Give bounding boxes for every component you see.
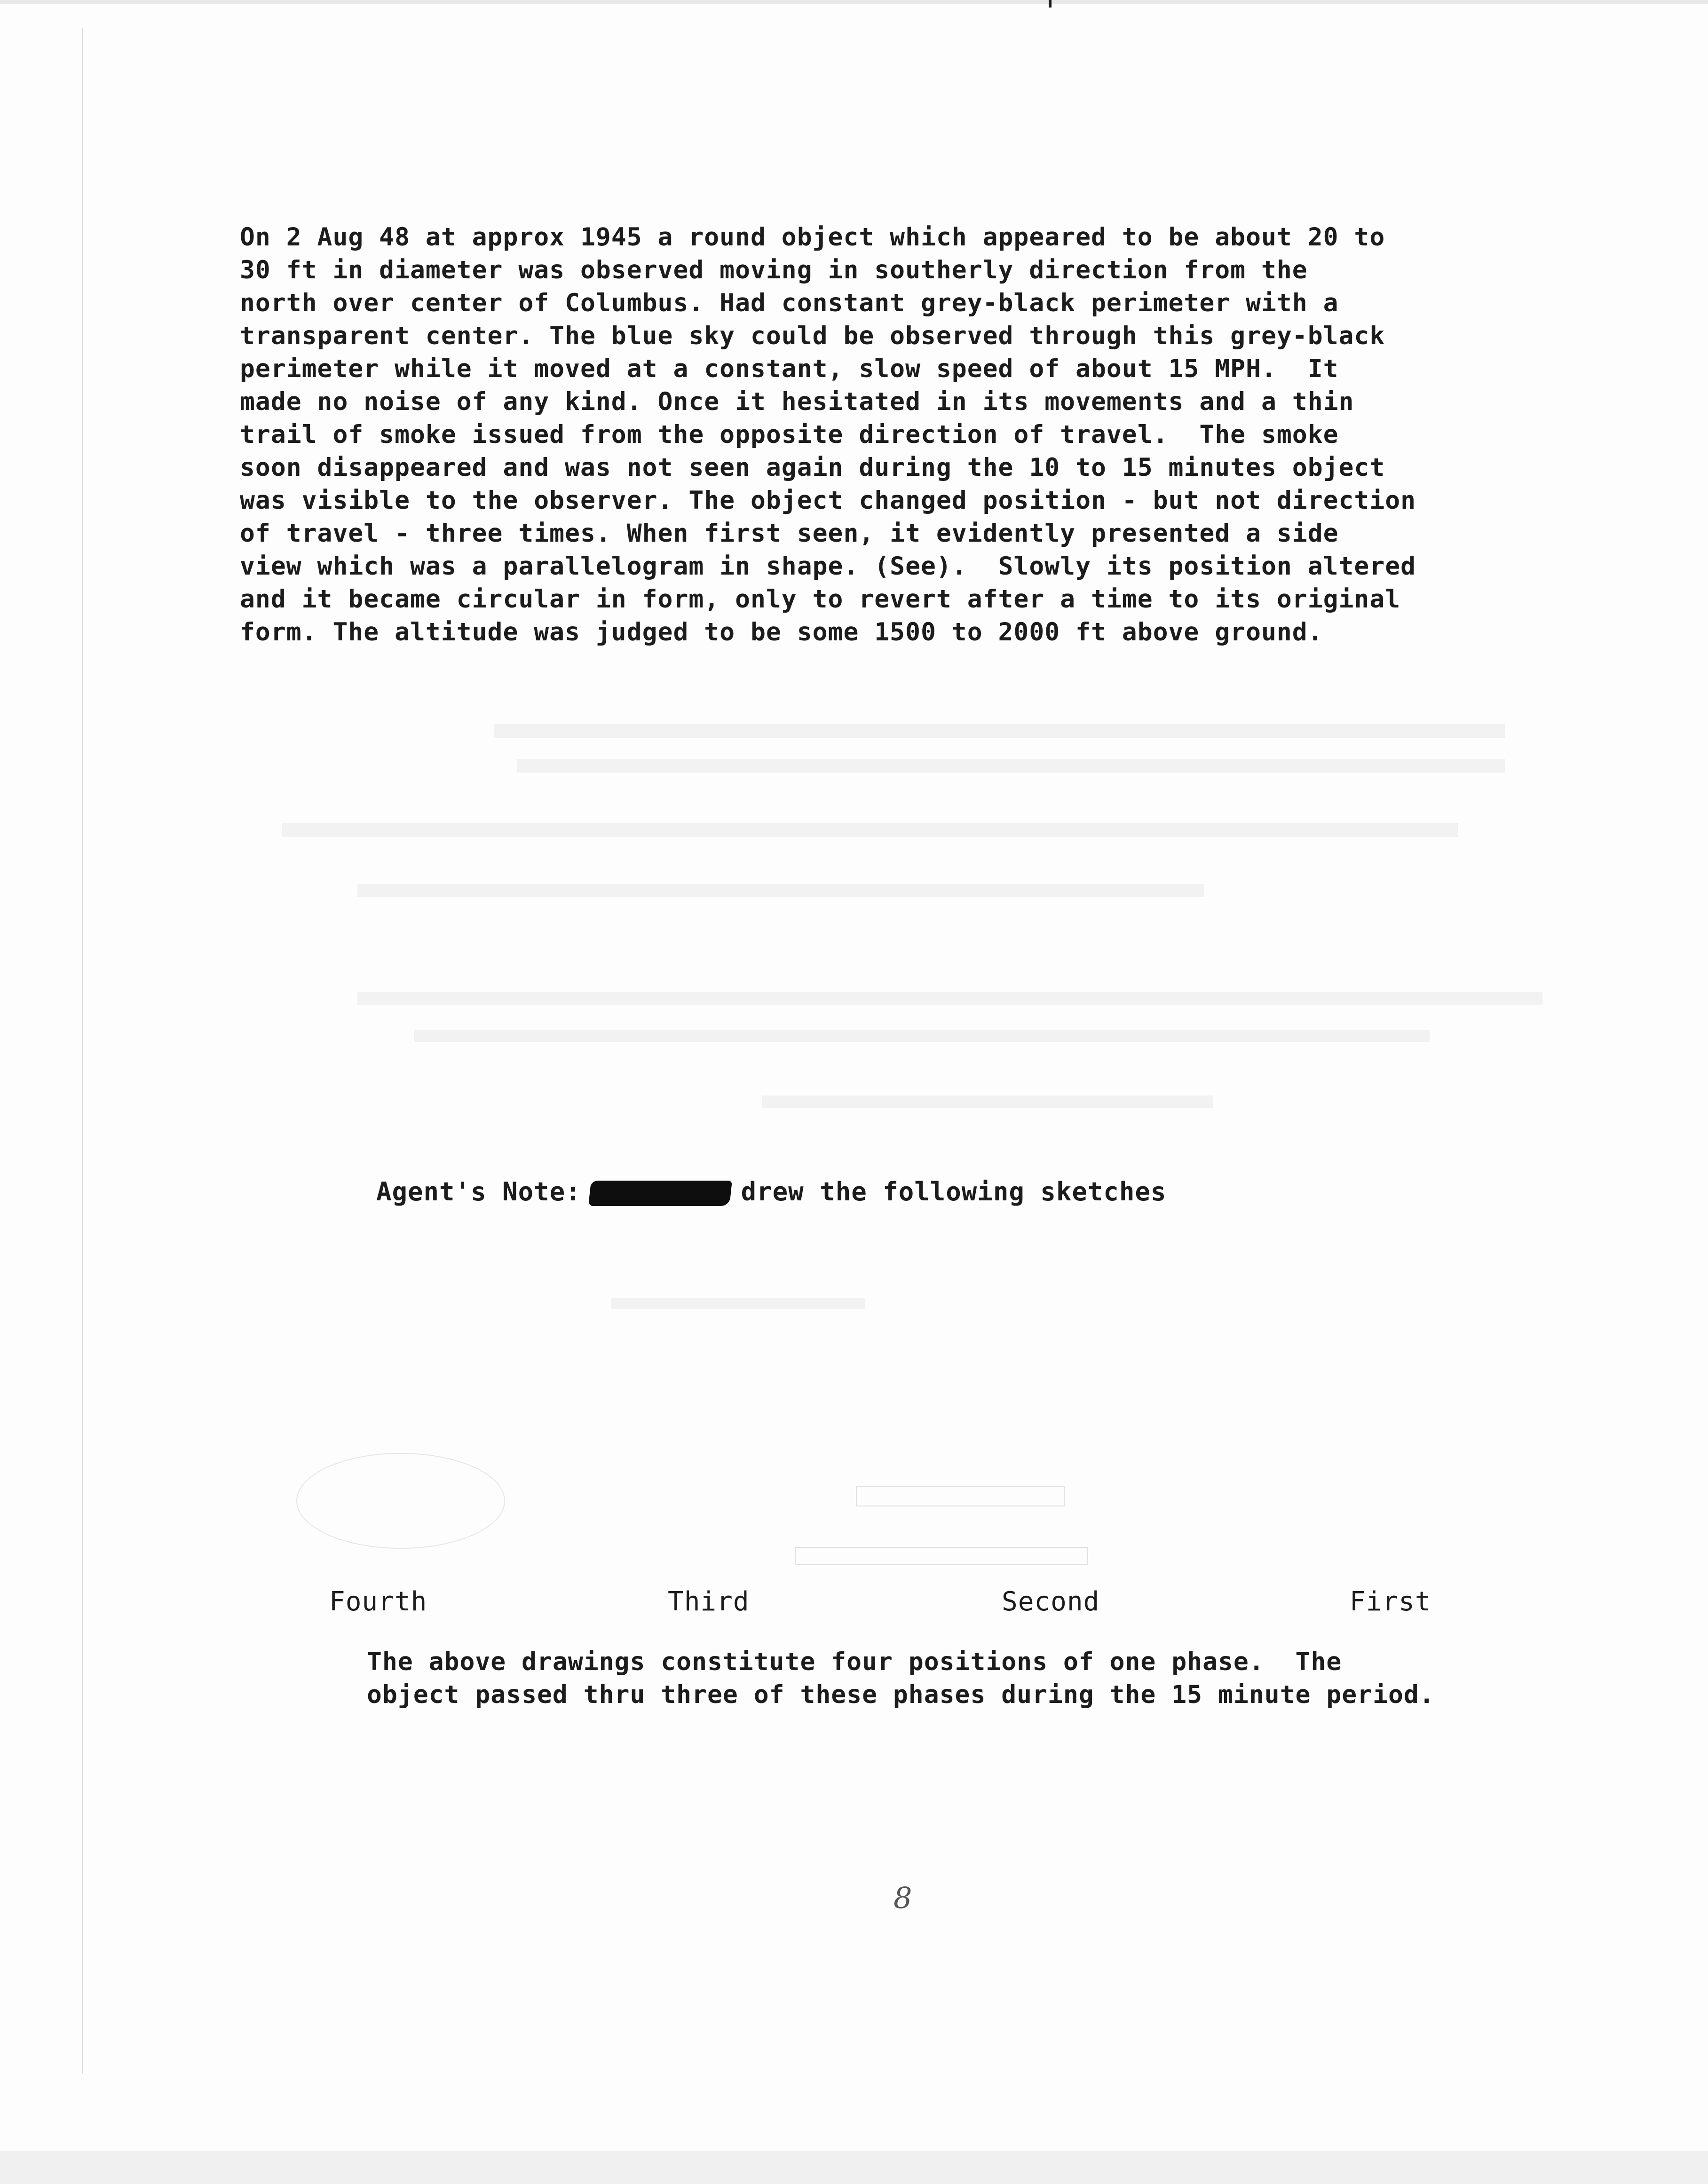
bleed-through-mark [357, 992, 1542, 1005]
report-line: perimeter while it moved at a constant, slow speed of about 15 MPH. It [240, 355, 1339, 383]
report-body [240, 221, 1552, 649]
agent-note [376, 1175, 1166, 1208]
sketch-caption [367, 1646, 1589, 1711]
sketch-label-third: Third [668, 1586, 750, 1617]
report-line: soon disappeared and was not seen again during the 10 to 15 minutes object [240, 453, 1385, 482]
sketch-second [856, 1486, 1065, 1506]
agent-note-label: Agent's Note: [376, 1177, 581, 1206]
report-line: made no noise of any kind. Once it hesitated in its movements and a thin [240, 387, 1354, 416]
sketch-second [795, 1547, 1088, 1565]
top-edge [0, 0, 1708, 4]
report-line: form. The altitude was judged to be some 1500 to 2000 ft above ground. [240, 618, 1323, 647]
report-line: of travel - three times. When first seen, it evidently presented a side [240, 519, 1339, 548]
page-number: 8 [894, 1881, 912, 1915]
caption-line: The above drawings constitute four positions of one phase. The [367, 1648, 1342, 1676]
bleed-through-mark [282, 823, 1458, 837]
bleed-through-mark [494, 724, 1505, 738]
sketch-label-fourth: Fourth [329, 1586, 427, 1617]
top-edge-mark [1049, 0, 1052, 8]
sketch-label-first: First [1350, 1586, 1431, 1617]
report-line: trail of smoke issued from the opposite direction of travel. The smoke [240, 420, 1339, 449]
report-line: and it became circular in form, only to revert after a time to its original [240, 585, 1401, 614]
bleed-through-mark [762, 1096, 1213, 1108]
report-line: north over center of Columbus. Had constant grey-black perimeter with a [240, 289, 1339, 317]
report-line: 30 ft in diameter was observed moving in southerly direction from the [240, 256, 1308, 284]
caption-line: object passed thru three of these phases during the 15 minute period. [367, 1680, 1435, 1709]
report-line: transparent center. The blue sky could be observed through this grey-black [240, 322, 1385, 350]
report-line: was visible to the observer. The object changed position - but not direction [240, 486, 1416, 515]
sketch-label-second: Second [1002, 1586, 1100, 1617]
left-margin-line [82, 28, 83, 2074]
report-line: On 2 Aug 48 at approx 1945 a round object which appeared to be about 20 to [240, 223, 1385, 252]
report-line: view which was a parallelogram in shape. (See). Slowly its position altered [240, 552, 1416, 581]
sketch-fourth [296, 1453, 505, 1549]
bleed-through-mark [611, 1298, 865, 1309]
agent-note-text: drew the following sketches [741, 1177, 1167, 1206]
redacted-name [588, 1181, 732, 1206]
bleed-through-mark [517, 759, 1505, 773]
bleed-through-mark [357, 884, 1204, 897]
bleed-through-mark [414, 1030, 1430, 1042]
bottom-edge [0, 2151, 1708, 2184]
